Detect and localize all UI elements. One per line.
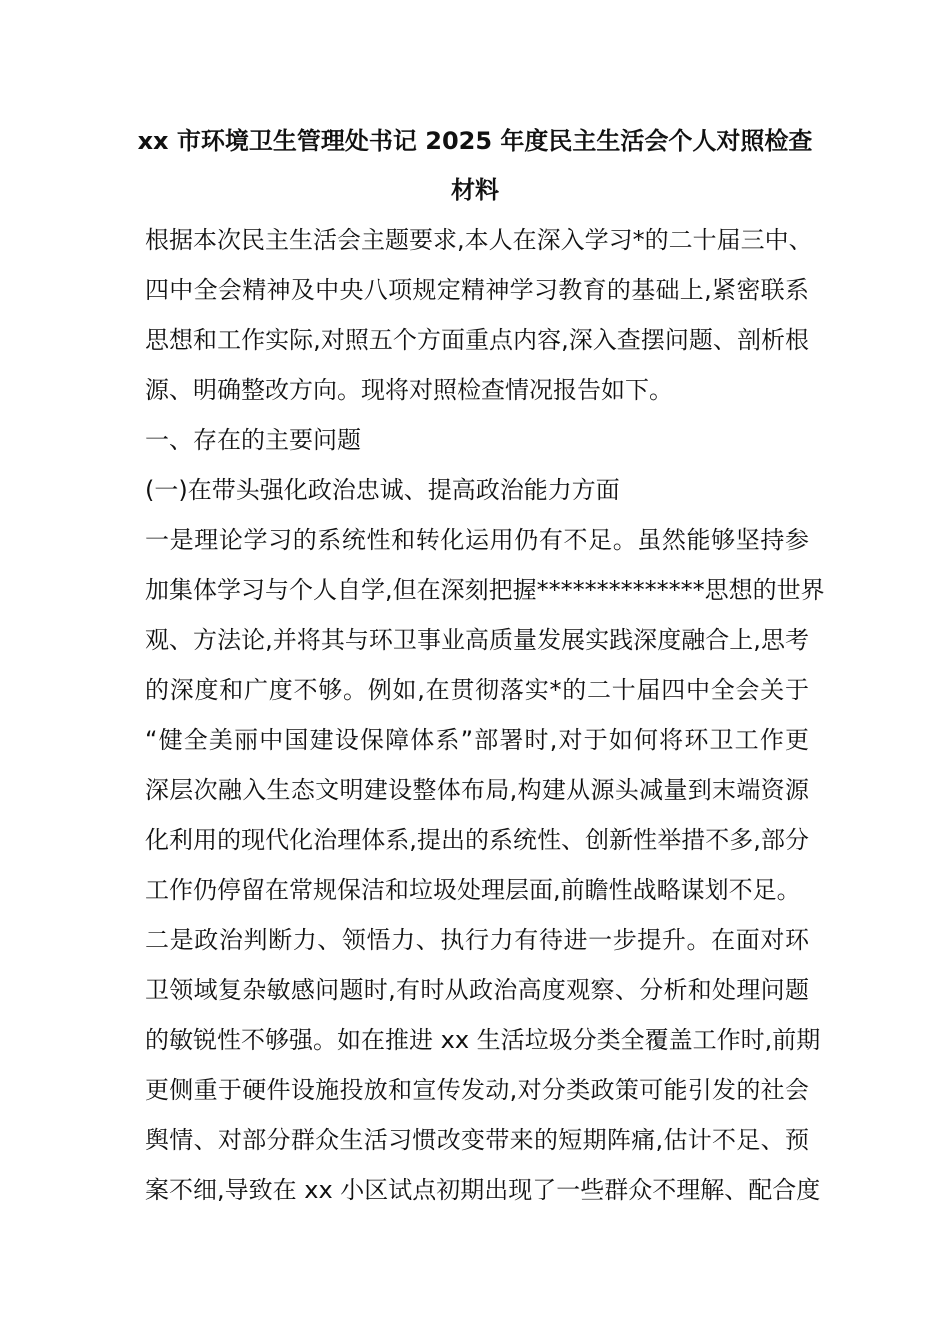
body-text-line: 观、方法论,并将其与环卫事业高质量发展实践深度融合上,思考 <box>145 626 809 654</box>
document-title-line-1: xx 市环境卫生管理处书记 2025 年度民主生活会个人对照检查 <box>137 127 813 155</box>
subsection-heading: (一)在带头强化政治忠诚、提高政治能力方面 <box>145 476 620 504</box>
body-text-line: 加集体学习与个人自学,但在深刻把握**************思想的世界 <box>145 576 825 604</box>
body-text-line: 源、明确整改方向。现将对照检查情况报告如下。 <box>145 376 673 404</box>
body-text-line: 四中全会精神及中央八项规定精神学习教育的基础上,紧密联系 <box>145 276 809 304</box>
body-text-line: 的敏锐性不够强。如在推进 xx 生活垃圾分类全覆盖工作时,前期 <box>145 1026 821 1054</box>
body-text-line: 舆情、对部分群众生活习惯改变带来的短期阵痛,估计不足、预 <box>145 1126 809 1154</box>
body-text-line: 案不细,导致在 xx 小区试点初期出现了一些群众不理解、配合度 <box>145 1176 821 1204</box>
document-title-line-2: 材料 <box>451 176 499 204</box>
body-text-line: “健全美丽中国建设保障体系”部署时,对于如何将环卫工作更 <box>145 726 809 754</box>
body-text-line: 一是理论学习的系统性和转化运用仍有不足。虽然能够坚持参 <box>145 526 809 554</box>
body-text-line: 二是政治判断力、领悟力、执行力有待进一步提升。在面对环 <box>145 926 809 954</box>
body-text-line: 思想和工作实际,对照五个方面重点内容,深入查摆问题、剖析根 <box>145 326 809 354</box>
body-text-line: 化利用的现代化治理体系,提出的系统性、创新性举措不多,部分 <box>145 826 809 854</box>
body-text-line: 深层次融入生态文明建设整体布局,构建从源头减量到末端资源 <box>145 776 809 804</box>
body-text-line: 工作仍停留在常规保洁和垃圾处理层面,前瞻性战略谋划不足。 <box>145 876 801 904</box>
body-text-line: 卫领域复杂敏感问题时,有时从政治高度观察、分析和处理问题 <box>145 976 809 1004</box>
body-text-line: 的深度和广度不够。例如,在贯彻落实*的二十届四中全会关于 <box>145 676 809 704</box>
body-text-line: 根据本次民主生活会主题要求,本人在深入学习*的二十届三中、 <box>145 226 813 254</box>
section-heading: 一、存在的主要问题 <box>145 426 361 454</box>
body-text-line: 更侧重于硬件设施投放和宣传发动,对分类政策可能引发的社会 <box>145 1076 809 1104</box>
